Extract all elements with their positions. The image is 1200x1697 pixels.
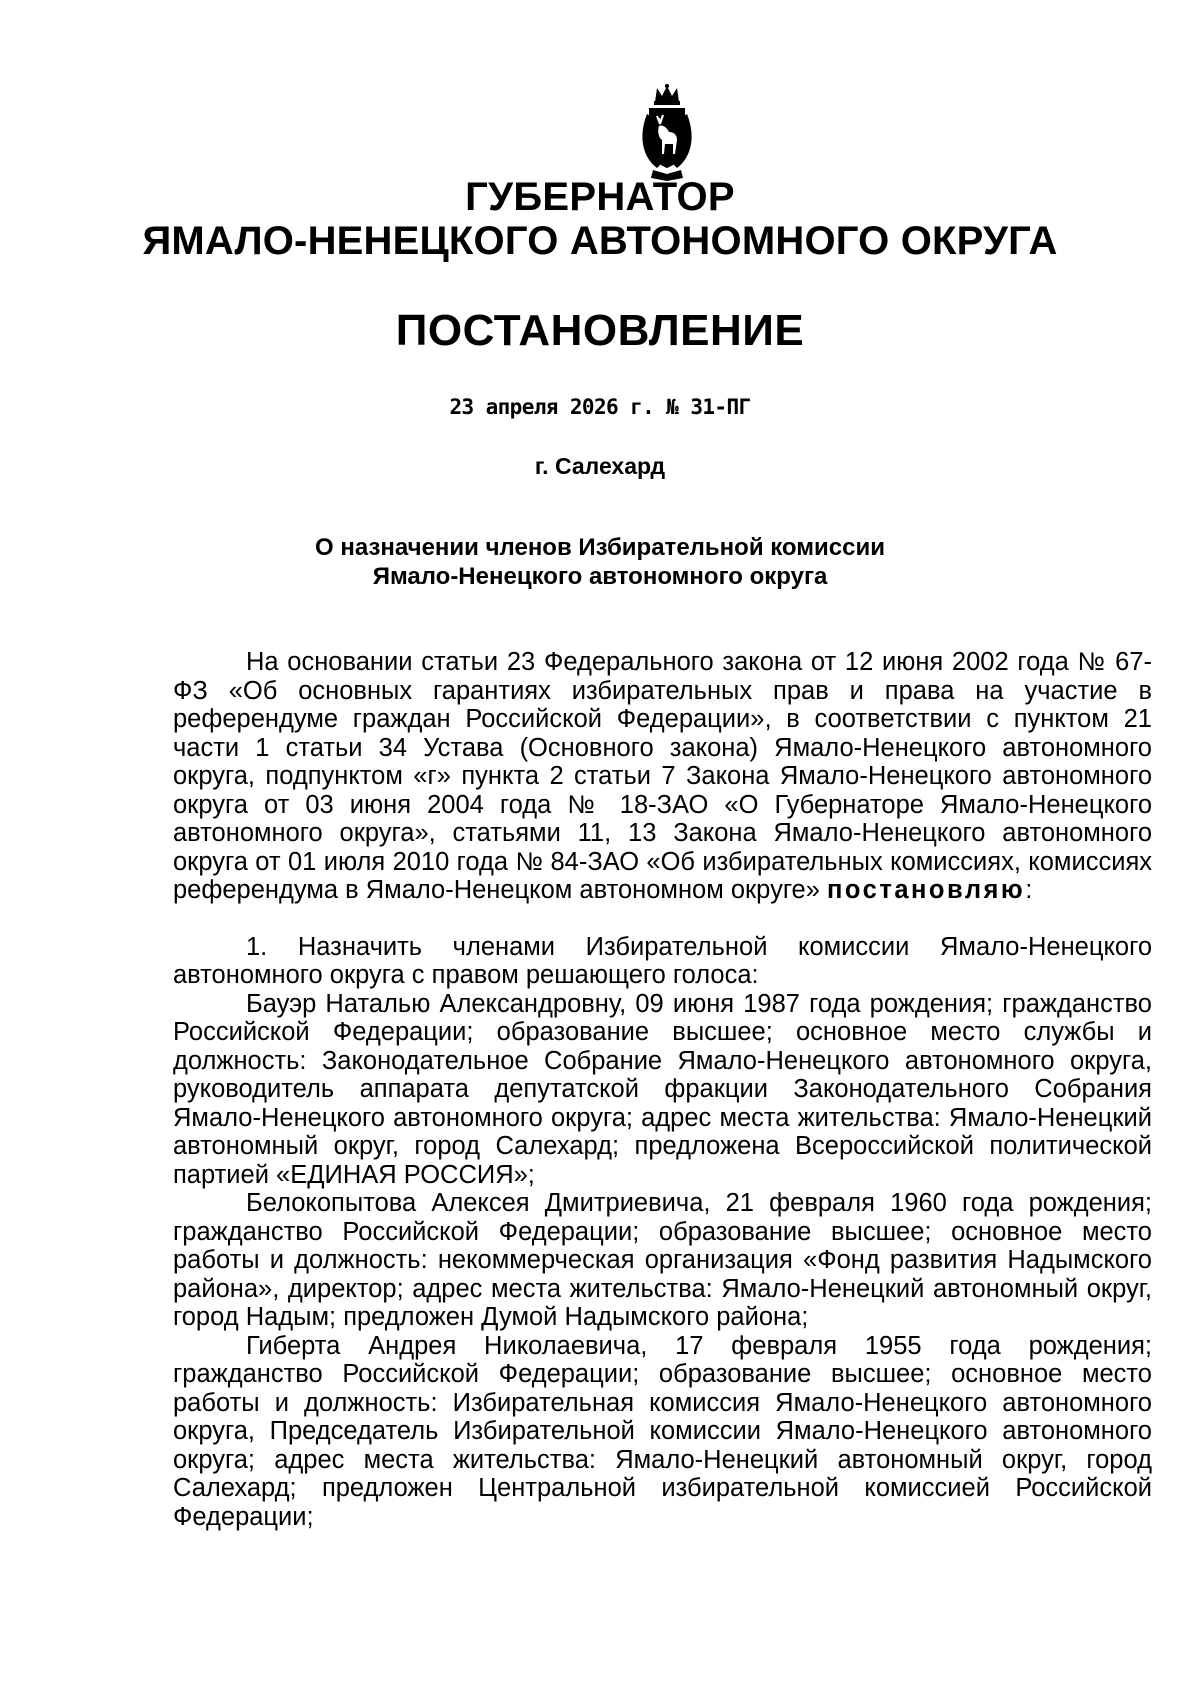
subject-line-2: Ямало-Ненецкого автономного округа <box>372 563 828 590</box>
appointee-paragraph: Бауэр Наталью Александровну, 09 июня 1987 года рождения; гражданство Российской Федерации; образование высшее; основное место службы и должность: Законодательное Собрание Ямало-Ненецкого автономного округа, руководитель аппарата депутатской фракции Законодательного Собрания Ямало-Ненецкого автономного округа; адрес места жительства: Ямало-Ненецкий автономный округ, город Салехард; предложена Всероссийской политической партией «ЕДИНАЯ РОССИЯ»; <box>173 989 1152 1189</box>
coat-of-arms-icon <box>635 84 699 182</box>
appointee-paragraph: Белокопытова Алексея Дмитриевича, 21 февраля 1960 года рождения; гражданство Российской Федерации; образование высшее; основное место работы и должность: некоммерческая организация «Фонд развития Надымского района», директор; адрес места жительства: Ямало-Ненецкий автономный округ, город Надым; предложен Думой Надымского района; <box>173 1189 1152 1331</box>
appointee-paragraph: Гиберта Андрея Николаевича, 17 февраля 1955 года рождения; гражданство Российской Федерации; образование высшее; основное место работы и должность: Избирательная комиссия Ямало-Ненецкого автономного округа, Председатель Избирательной комиссии Ямало-Ненецкого автономного округа; адрес места жительства: Ямало-Ненецкий автономный округ, город Салехард; предложен Центральной избирательной комиссией Российской Федерации; <box>173 1331 1152 1531</box>
item-1-paragraph: 1. Назначить членами Избирательной комиссии Ямало-Ненецкого автономного округа с правом решающего голоса: <box>173 932 1152 989</box>
preamble-text: На основании статьи 23 Федерального закона от 12 июня 2002 года № 67-ФЗ «Об основных гарантиях избирательных прав и права на участие в референдуме граждан Российской Федерации», в соответствии с пунктом 21 части 1 статьи 34 Устава (Основного закона) Ямало-Ненецкого автономного округа, подпунктом «г» пункта 2 статьи 7 Закона Ямало-Ненецкого автономного округа от 03 июня 2004 года № 18-ЗАО «О Губернаторе Ямало-Ненецкого автономного округа», статьями 11, 13 Закона Ямало-Ненецкого автономного округа от 01 июля 2010 года № 84-ЗАО «Об избирательных комиссиях, комиссиях референдума в Ямало-Ненецком автономном округе» <box>173 648 1152 904</box>
document-body <box>173 648 1152 1531</box>
subject-line-1: О назначении членов Избирательной комиссии <box>315 534 885 561</box>
document-type: ПОСТАНОВЛЕНИЕ <box>395 306 805 355</box>
date-and-number: 23 апреля 2026 г. № 31-ПГ <box>449 395 751 419</box>
preamble-paragraph <box>173 648 1152 905</box>
city-line: г. Салехард <box>534 453 666 479</box>
issuer-title: ГУБЕРНАТОР <box>465 175 735 219</box>
issuer-region: ЯМАЛО-НЕНЕЦКОГО АВТОНОМНОГО ОКРУГА <box>142 219 1058 263</box>
decree-colon: : <box>1025 876 1033 904</box>
decree-word: постановляю <box>827 876 1026 904</box>
